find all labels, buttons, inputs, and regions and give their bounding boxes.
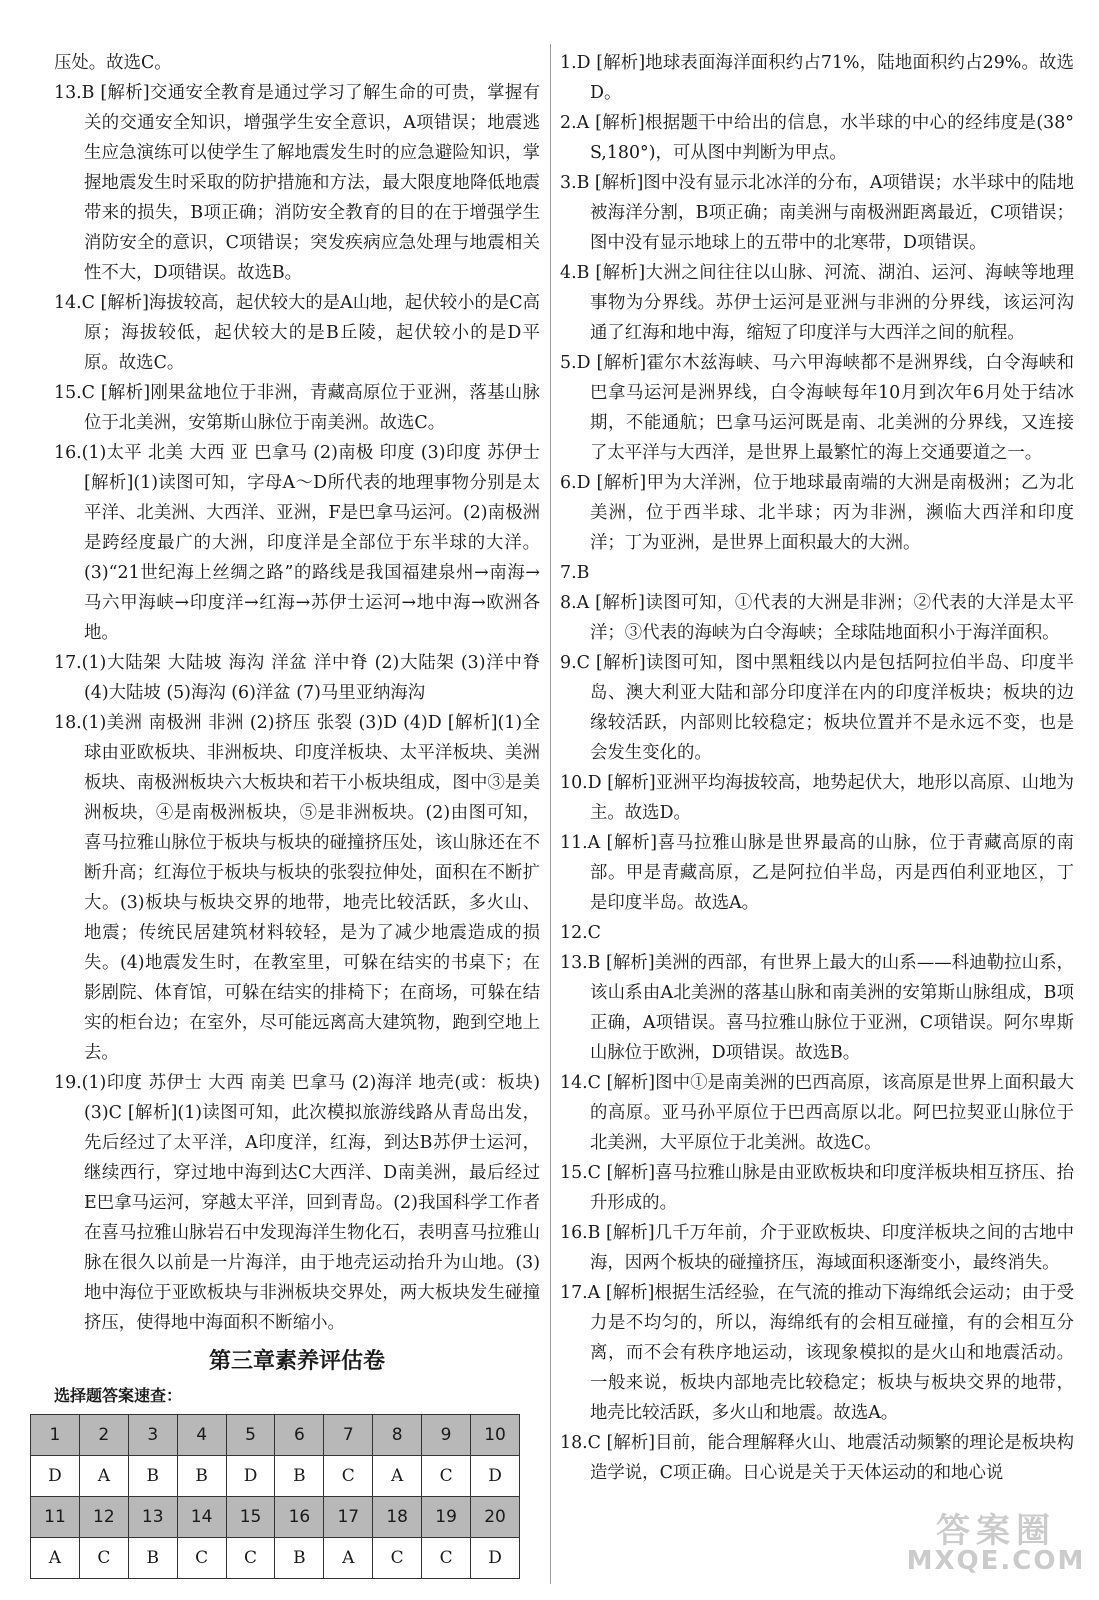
answer-table-answer-row — [31, 1538, 520, 1579]
question-number-cell: 16 — [275, 1497, 324, 1538]
answer-table — [30, 1414, 520, 1579]
question-number-cell: 19 — [422, 1497, 471, 1538]
question-number-cell: 15 — [226, 1497, 275, 1538]
answer-item: 14.C [解析]海拔较高，起伏较大的是A山地，起伏较小的是C高原；海拔较低，起伏较大的是B丘陵，起伏较小的是D平原。故选C。 — [54, 293, 540, 373]
answer-cell: D — [471, 1456, 520, 1497]
watermark-logo — [901, 1511, 1091, 1596]
question-number-cell: 11 — [31, 1497, 80, 1538]
answer-cell: C — [79, 1538, 128, 1579]
answer-item: 7.B — [560, 563, 590, 583]
left-column — [44, 48, 540, 1579]
question-number-cell: 3 — [128, 1415, 177, 1456]
question-number-cell: 9 — [422, 1415, 471, 1456]
answer-table-number-row — [31, 1415, 520, 1456]
right-answer-list — [560, 48, 1074, 1488]
answer-item: 18.(1)美洲 南极洲 非洲 (2)挤压 张裂 (3)D (4)D [解析](1)全球由亚欧板块、非洲板块、印度洋板块、太平洋板块、美洲板块、南极洲板块六大板块和若干小板块组成，图中③是美洲板块，④是南极洲板块，⑤是非洲板块。(2)由图可知，喜马拉雅山脉位于板块与板块的碰撞挤压处，该山脉还在不断升高；红海位于板块与板块的张裂拉伸处，面积在不断扩大。(3)板块与板块交界的地带，地壳比较活跃，多火山、地震；传统民居建筑材料较轻，是为了减少地震造成的损失。(4)地震发生时，在教室里，可躲在结实的书桌下；在影剧院、体育馆，可躲在结实的排椅下；在商场，可躲在结实的柜台边；在室外，尽可能远离高大建筑物，跑到空地上去。 — [54, 713, 540, 1063]
answer-cell: C — [422, 1538, 471, 1579]
question-number-cell: 12 — [79, 1497, 128, 1538]
question-number-cell: 2 — [79, 1415, 128, 1456]
column-divider — [550, 44, 551, 1584]
answer-item: 17.(1)大陆架 大陆坡 海沟 洋盆 洋中脊 (2)大陆架 (3)洋中脊 (4)大陆坡 (5)海沟 (6)洋盆 (7)马里亚纳海沟 — [54, 653, 540, 703]
answer-cell: B — [128, 1456, 177, 1497]
question-number-cell: 20 — [471, 1497, 520, 1538]
answer-item: 9.C [解析]读图可知，图中黑粗线以内是包括阿拉伯半岛、印度半岛、澳大利亚大陆和部分印度洋在内的印度洋板块；板块的边缘较活跃，内部则比较稳定；板块位置并不是永远不变，也是会发生变化的。 — [560, 653, 1074, 763]
question-number-cell: 14 — [177, 1497, 226, 1538]
answer-cell: A — [79, 1456, 128, 1497]
question-number-cell: 10 — [471, 1415, 520, 1456]
question-number-cell: 17 — [324, 1497, 373, 1538]
answer-item: 1.D [解析]地球表面海洋面积约占71%，陆地面积约占29%。故选D。 — [560, 53, 1074, 103]
answer-cell: D — [471, 1538, 520, 1579]
watermark-logo-text: 答案圈 — [936, 1511, 1056, 1551]
question-number-cell: 6 — [275, 1415, 324, 1456]
answer-item: 10.D [解析]亚洲平均海拔较高，地势起伏大，地形以高原、山地为主。故选D。 — [560, 773, 1074, 823]
question-number-cell: 18 — [373, 1497, 422, 1538]
answer-item: 18.C [解析]目前，能合理解释火山、地震活动频繁的理论是板块构造学说，C项正确。日心说是关于天体运动的和地心说 — [560, 1433, 1074, 1483]
answer-cell: B — [128, 1538, 177, 1579]
answer-item: 8.A [解析]读图可知，①代表的大洲是非洲；②代表的大洋是太平洋；③代表的海峡为白令海峡；全球陆地面积小于海洋面积。 — [560, 593, 1074, 643]
left-answer-list — [54, 48, 540, 1338]
answer-table-answer-row — [31, 1456, 520, 1497]
answer-item: 14.C [解析]图中①是南美洲的巴西高原，该高原是世界上面积最大的高原。亚马孙平原位于巴西高原以北。阿巴拉契亚山脉位于北美洲，大平原位于北美洲。故选C。 — [560, 1073, 1074, 1153]
answer-item: 16.(1)太平 北美 大西 亚 巴拿马 (2)南极 印度 (3)印度 苏伊士 [解析](1)读图可知，字母A～D所代表的地理事物分别是太平洋、北美洲、大西洋、亚洲，F是巴拿马运河。(2)南极洲是跨经度最广的大洲，印度洋是全部位于东半球的大洋。(3)“21世纪海上丝绸之路”的路线是我国福建泉州→南海→马六甲海峡→印度洋→红海→苏伊士运河→地中海→欧洲各地。 — [54, 443, 540, 643]
answer-cell: D — [226, 1456, 275, 1497]
answer-cell: C — [422, 1456, 471, 1497]
answer-cell: A — [373, 1456, 422, 1497]
watermark-url: MXQE.COM — [906, 1546, 1086, 1576]
answer-item: 19.(1)印度 苏伊士 大西 南美 巴拿马 (2)海洋 地壳(或：板块) (3)C [解析](1)读图可知，此次模拟旅游线路从青岛出发，先后经过了太平洋，A印度洋，红海，到达B苏伊士运河，继续西行，穿过地中海到达C大西洋、D南美洲，最后经过E巴拿马运河，穿越太平洋，回到青岛。(2)我国科学工作者在喜马拉雅山脉岩石中发现海洋生物化石，表明喜马拉雅山脉在很久以前是一片海洋，由于地壳运动抬升为山地。(3)地中海位于亚欧板块与非洲板块交界处，两大板块发生碰撞挤压，使得地中海面积不断缩小。 — [54, 1073, 540, 1333]
answer-item: 4.B [解析]大洲之间往往以山脉、河流、湖泊、运河、海峡等地理事物为分界线。苏伊士运河是亚洲与非洲的分界线，该运河沟通了红海和地中海，缩短了印度洋与大西洋之间的航程。 — [560, 263, 1074, 343]
answer-cell: A — [324, 1538, 373, 1579]
answer-cell: A — [31, 1538, 80, 1579]
question-number-cell: 4 — [177, 1415, 226, 1456]
answer-cell: B — [177, 1456, 226, 1497]
answer-item: 12.C — [560, 923, 601, 943]
answer-cell: B — [275, 1538, 324, 1579]
answer-item: 压处。故选C。 — [54, 53, 172, 73]
answer-cell: B — [275, 1456, 324, 1497]
answer-cell: C — [324, 1456, 373, 1497]
answer-item: 2.A [解析]根据题干中给出的信息，水半球的中心的经纬度是(38°S,180°)，可从图中判断为甲点。 — [560, 113, 1074, 163]
question-number-cell: 13 — [128, 1497, 177, 1538]
answer-item: 13.B [解析]交通安全教育是通过学习了解生命的可贵，掌握有关的交通安全知识，增强学生安全意识，A项错误；地震逃生应急演练可以使学生了解地震发生时的应急避险知识，掌握地震发生时采取的防护措施和方法，最大限度地降低地震带来的损失，B项正确；消防安全教育的目的在于增强学生消防安全的意识，C项错误；突发疾病应急处理与地震相关性不大，D项错误。故选B。 — [54, 83, 540, 283]
answer-table-number-row — [31, 1497, 520, 1538]
answer-table-title: 选择题答案速查： — [54, 1386, 183, 1405]
question-number-cell: 8 — [373, 1415, 422, 1456]
answer-item: 3.B [解析]图中没有显示北冰洋的分布，A项错误；水半球中的陆地被海洋分割，B项正确；南美洲与南极洲距离最近，C项错误；图中没有显示地球上的五带中的北寒带，D项错误。 — [560, 173, 1074, 253]
right-column — [560, 48, 1074, 1488]
answer-item: 6.D [解析]甲为大洋洲，位于地球最南端的大洲是南极洲；乙为北美洲，位于西半球、北半球；丙为非洲，濒临大西洋和印度洋；丁为亚洲，是世界上面积最大的大洲。 — [560, 473, 1074, 553]
question-number-cell: 7 — [324, 1415, 373, 1456]
answer-cell: D — [31, 1456, 80, 1497]
answer-item: 13.B [解析]美洲的西部，有世界上最大的山系——科迪勒拉山系，该山系由A北美洲的落基山脉和南美洲的安第斯山脉组成，B项正确，A项错误。喜马拉雅山脉位于亚洲，C项错误。阿尔卑斯山脉位于欧洲，D项错误。故选B。 — [560, 953, 1074, 1063]
answer-item: 5.D [解析]霍尔木兹海峡、马六甲海峡都不是洲界线，白令海峡和巴拿马运河是洲界线，白令海峡每年10月到次年6月处于结冰期，不能通航；巴拿马运河既是南、北美洲的分界线，又连接了太平洋与大西洋，是世界上最繁忙的海上交通要道之一。 — [560, 353, 1074, 463]
answer-cell: C — [373, 1538, 422, 1579]
answer-item: 15.C [解析]喜马拉雅山脉是由亚欧板块和印度洋板块相互挤压、抬升形成的。 — [560, 1163, 1074, 1213]
answer-item: 16.B [解析]几千万年前，介于亚欧板块、印度洋板块之间的古地中海，因两个板块的碰撞挤压，海域面积逐渐变小，最终消失。 — [560, 1223, 1074, 1273]
question-number-cell: 5 — [226, 1415, 275, 1456]
answer-item: 17.A [解析]根据生活经验，在气流的推动下海绵纸会运动；由于受力是不均匀的，所以，海绵纸有的会相互碰撞，有的会相互分离，而不会有秩序地运动，该现象模拟的是火山和地震活动。一般来说，板块内部地壳比较稳定；板块与板块交界的地带，地壳比较活跃，多火山和地震。故选A。 — [560, 1283, 1074, 1423]
answer-item: 15.C [解析]刚果盆地位于非洲，青藏高原位于亚洲，落基山脉位于北美洲，安第斯山脉位于南美洲。故选C。 — [54, 383, 540, 433]
answer-cell: C — [177, 1538, 226, 1579]
question-number-cell: 1 — [31, 1415, 80, 1456]
section-title: 第三章素养评估卷 — [208, 1349, 385, 1374]
answer-cell: C — [226, 1538, 275, 1579]
answer-item: 11.A [解析]喜马拉雅山脉是世界最高的山脉，位于青藏高原的南部。甲是青藏高原，乙是阿拉伯半岛，丙是西伯利亚地区，丁是印度半岛。故选A。 — [560, 833, 1074, 913]
